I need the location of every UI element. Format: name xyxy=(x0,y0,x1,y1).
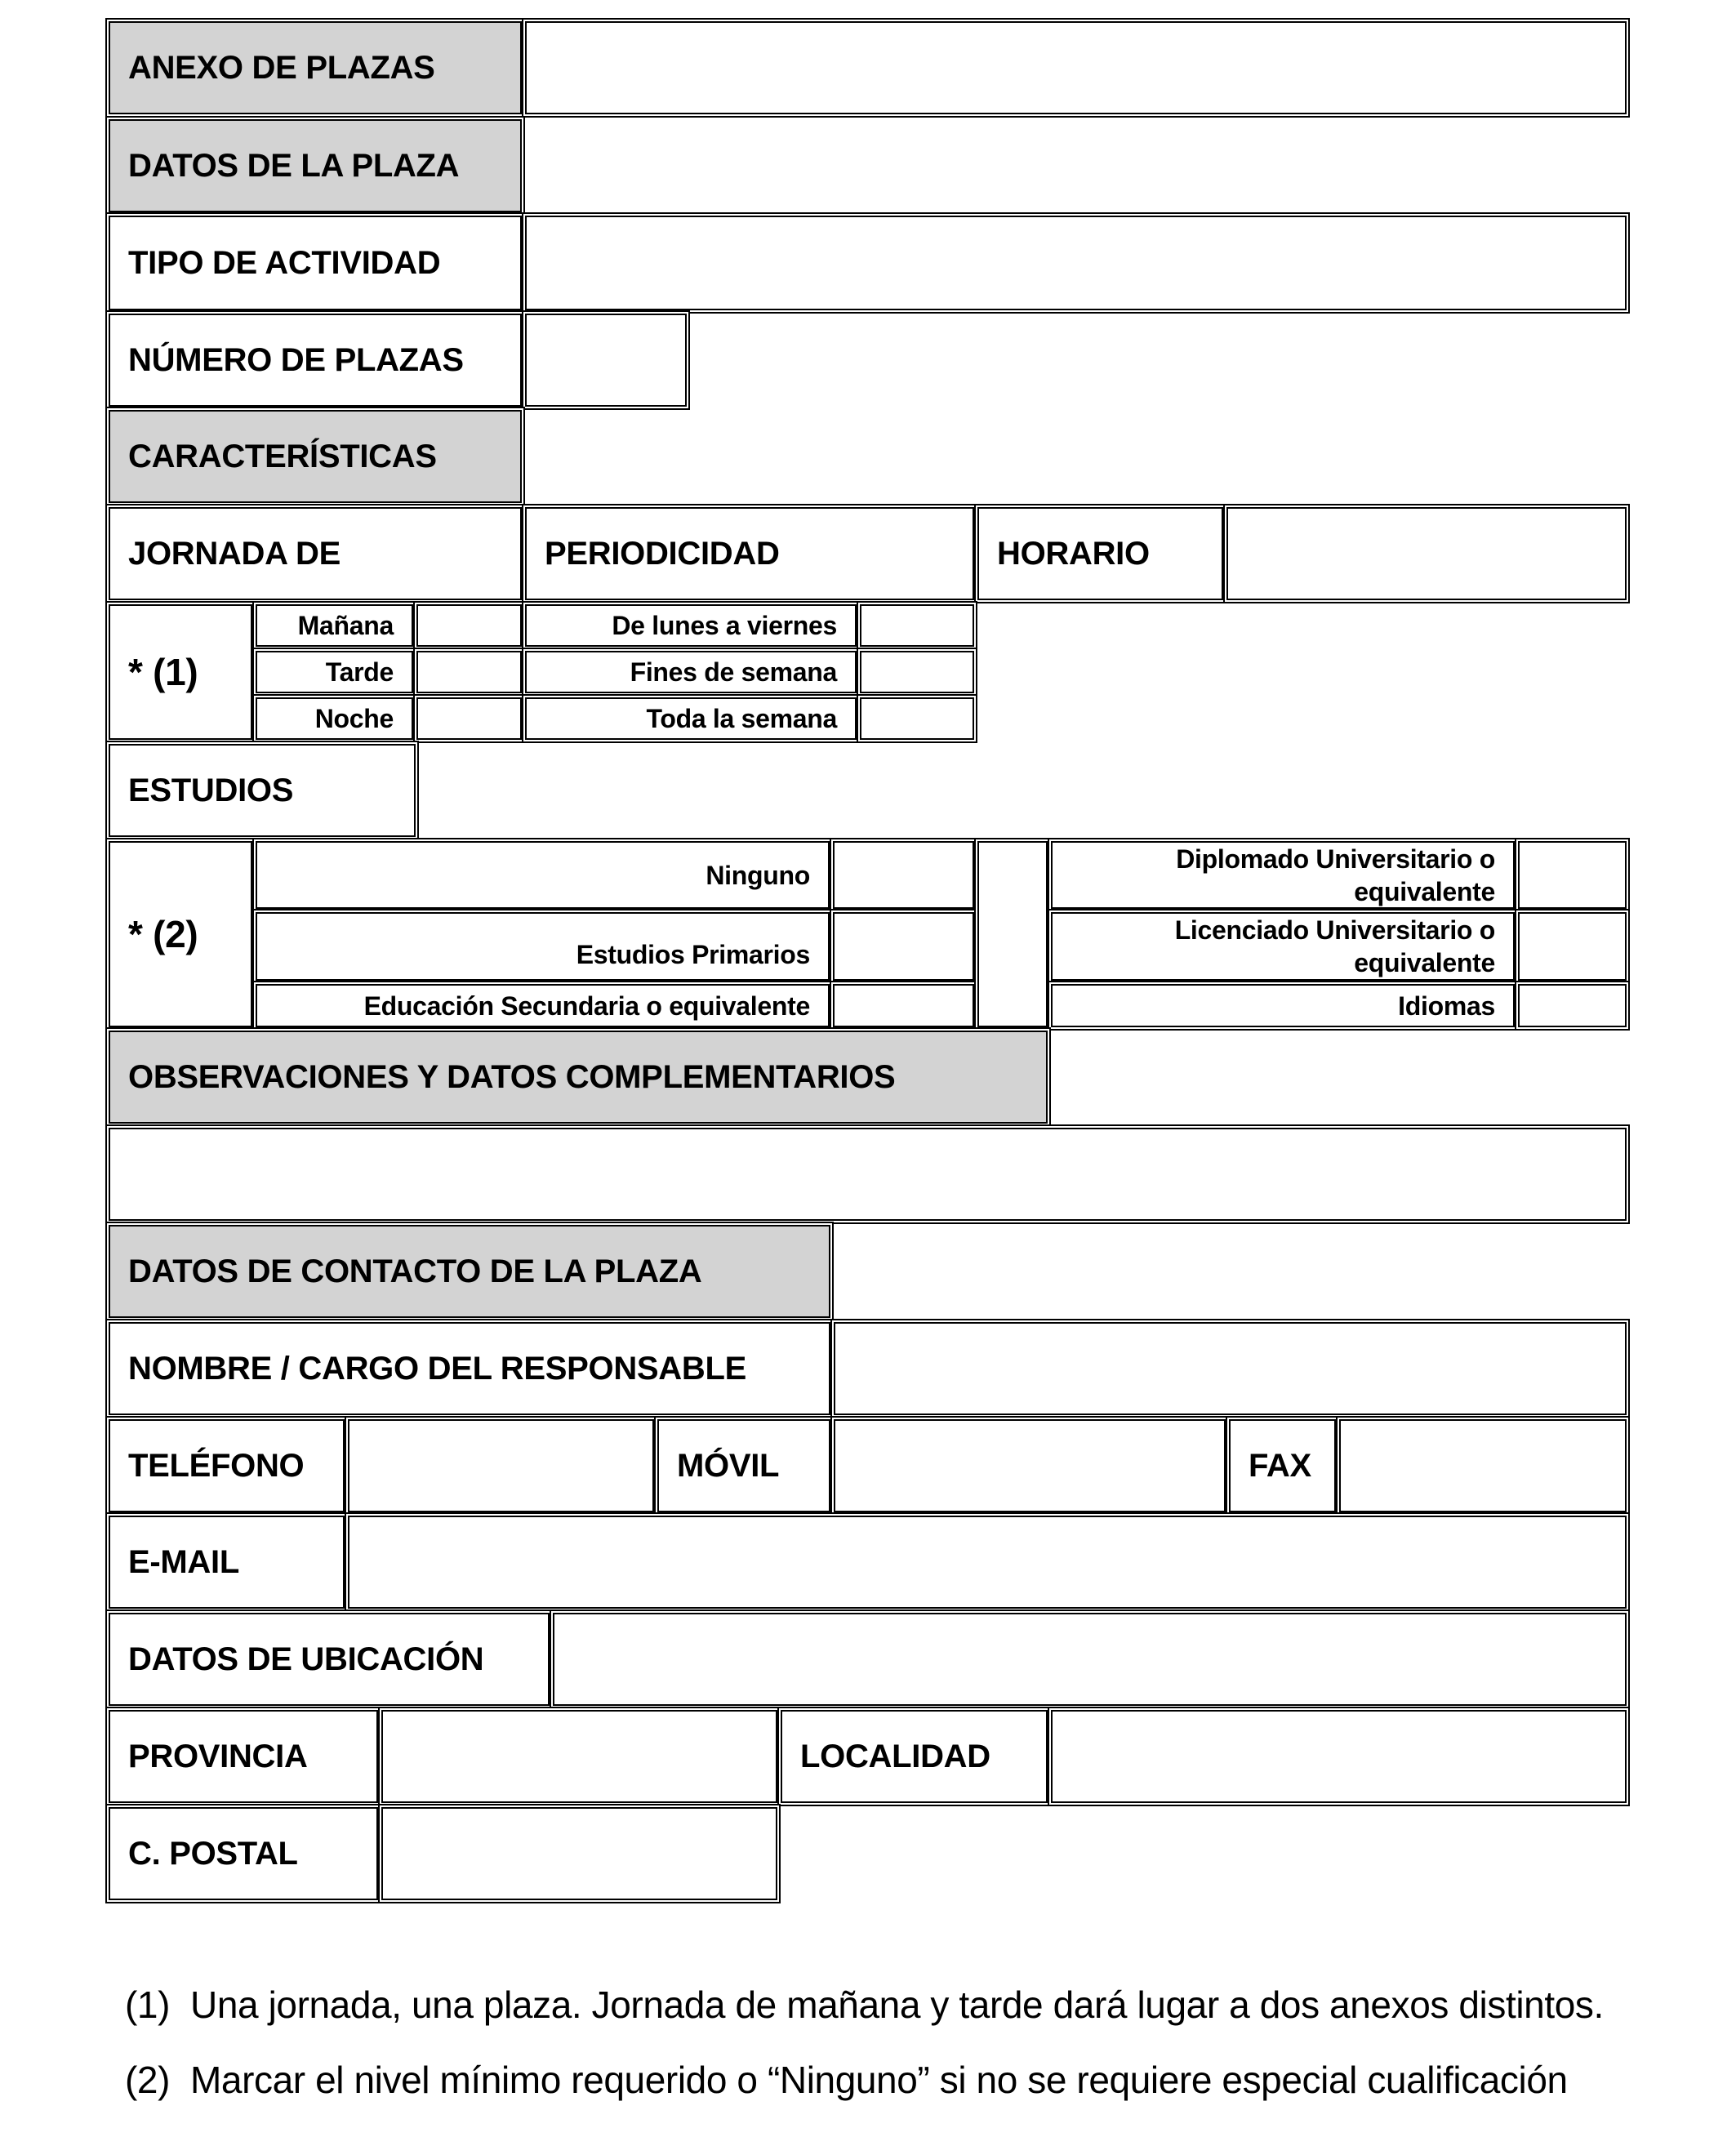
diplomado-line-2: equivalente xyxy=(1354,876,1495,906)
periodicidad-fines-semana-checkbox[interactable] xyxy=(860,651,974,693)
note-2-marker: * (2) xyxy=(109,841,252,1027)
jornada-de-label: JORNADA DE xyxy=(109,507,522,600)
periodicidad-label: PERIODICIDAD xyxy=(525,507,974,600)
footnote-2-number: (2) xyxy=(125,2059,171,2101)
datos-plaza-header: DATOS DE LA PLAZA xyxy=(109,119,522,212)
estudios-option-secundaria: Educación Secundaria o equivalente xyxy=(256,984,830,1027)
localidad-field[interactable] xyxy=(1051,1710,1627,1803)
periodicidad-option-fines-semana: Fines de semana xyxy=(525,651,857,693)
footnote-1-number: (1) xyxy=(125,1983,171,2026)
jornada-option-manana: Mañana xyxy=(256,604,413,647)
periodicidad-option-toda-semana: Toda la semana xyxy=(525,697,857,740)
observaciones-field[interactable] xyxy=(109,1128,1627,1221)
fax-field[interactable] xyxy=(1339,1419,1627,1512)
numero-plazas-field[interactable] xyxy=(525,314,687,407)
email-field[interactable] xyxy=(348,1516,1627,1609)
estudios-idiomas-checkbox[interactable] xyxy=(1518,984,1627,1027)
footnote-1-text: Una jornada, una plaza. Jornada de mañana y tarde dará lugar a dos anexos distintos. xyxy=(190,1983,1604,2026)
estudios-option-idiomas: Idiomas xyxy=(1051,984,1515,1027)
telefono-field[interactable] xyxy=(348,1419,654,1512)
estudios-licenciado-checkbox[interactable] xyxy=(1518,912,1627,981)
footnote-2 xyxy=(125,2058,1568,2102)
periodicidad-option-lunes-viernes: De lunes a viernes xyxy=(525,604,857,647)
jornada-tarde-checkbox[interactable] xyxy=(416,651,522,693)
jornada-option-tarde: Tarde xyxy=(256,651,413,693)
anexo-field[interactable] xyxy=(525,21,1627,114)
diplomado-line-1: Diplomado Universitario o xyxy=(1176,844,1495,874)
movil-field[interactable] xyxy=(834,1419,1226,1512)
horario-label: HORARIO xyxy=(977,507,1223,600)
estudios-option-ninguno: Ninguno xyxy=(256,841,830,909)
periodicidad-lunes-viernes-checkbox[interactable] xyxy=(860,604,974,647)
movil-label: MÓVIL xyxy=(657,1419,830,1512)
datos-ubicacion-field[interactable] xyxy=(553,1613,1627,1706)
footnote-1 xyxy=(125,1983,1604,2027)
observaciones-header: OBSERVACIONES Y DATOS COMPLEMENTARIOS xyxy=(109,1031,1048,1124)
fax-label: FAX xyxy=(1229,1419,1336,1512)
jornada-option-noche: Noche xyxy=(256,697,413,740)
jornada-manana-checkbox[interactable] xyxy=(416,604,522,647)
localidad-label: LOCALIDAD xyxy=(781,1710,1048,1803)
estudios-diplomado-checkbox[interactable] xyxy=(1518,841,1627,909)
numero-plazas-label: NÚMERO DE PLAZAS xyxy=(109,314,522,407)
footnote-2-text: Marcar el nivel mínimo requerido o “Ninguno” si no se requiere especial cualificación xyxy=(190,2059,1568,2101)
datos-contacto-header: DATOS DE CONTACTO DE LA PLAZA xyxy=(109,1225,830,1318)
anexo-title: ANEXO DE PLAZAS xyxy=(109,21,522,114)
provincia-field[interactable] xyxy=(381,1710,777,1803)
licenciado-line-2: equivalente xyxy=(1354,948,1495,977)
email-label: E-MAIL xyxy=(109,1516,345,1609)
telefono-label: TELÉFONO xyxy=(109,1419,345,1512)
periodicidad-toda-semana-checkbox[interactable] xyxy=(860,697,974,740)
licenciado-line-1: Licenciado Universitario o xyxy=(1174,915,1495,945)
estudios-label: ESTUDIOS xyxy=(109,744,416,837)
estudios-option-licenciado xyxy=(1051,912,1515,981)
caracteristicas-header: CARACTERÍSTICAS xyxy=(109,410,522,503)
horario-field[interactable] xyxy=(1226,507,1627,600)
estudios-secundaria-checkbox[interactable] xyxy=(833,984,974,1027)
estudios-ninguno-checkbox[interactable] xyxy=(833,841,974,909)
estudios-primarios-checkbox[interactable] xyxy=(833,912,974,981)
estudios-spacer xyxy=(977,841,1048,1027)
nombre-cargo-field[interactable] xyxy=(834,1322,1627,1415)
c-postal-field[interactable] xyxy=(381,1807,777,1900)
c-postal-label: C. POSTAL xyxy=(109,1807,378,1900)
nombre-cargo-label: NOMBRE / CARGO DEL RESPONSABLE xyxy=(109,1322,830,1415)
estudios-option-primarios: Estudios Primarios xyxy=(256,912,830,981)
tipo-actividad-label: TIPO DE ACTIVIDAD xyxy=(109,216,522,310)
tipo-actividad-field[interactable] xyxy=(525,216,1627,310)
datos-ubicacion-label: DATOS DE UBICACIÓN xyxy=(109,1613,550,1706)
note-1-marker: * (1) xyxy=(109,604,252,740)
jornada-noche-checkbox[interactable] xyxy=(416,697,522,740)
provincia-label: PROVINCIA xyxy=(109,1710,378,1803)
estudios-option-diplomado xyxy=(1051,841,1515,909)
